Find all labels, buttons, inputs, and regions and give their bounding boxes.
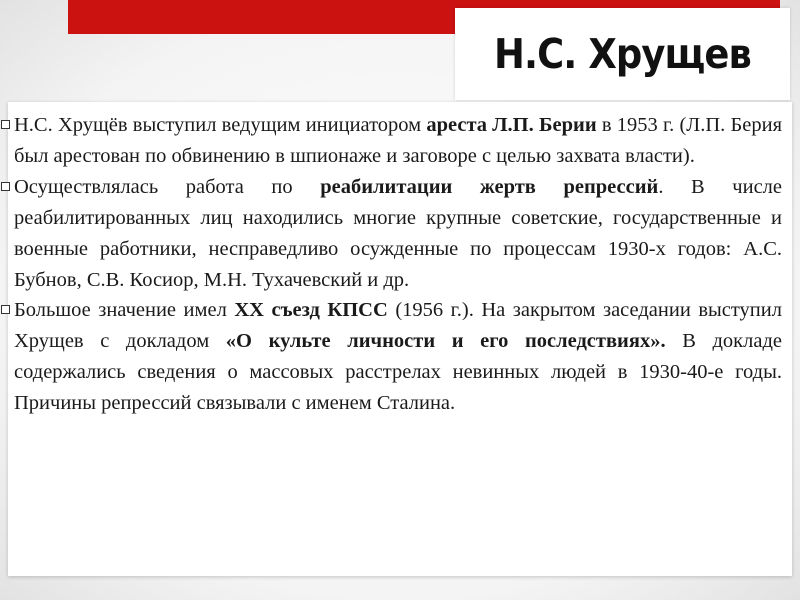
bullet-item-2 xyxy=(14,172,782,296)
bullet-2-text: Осуществлялась работа по xyxy=(14,175,321,198)
bullet-2-rest: . В числе реабилитированных лиц находились многие крупные советские, государственные и военные работники, несправедливо осужденные по процессам 1930-х годов: А.С. Бубнов, С.В. Косиор, М.Н. Тухачевский и др. xyxy=(14,175,783,291)
square-bullet-icon xyxy=(1,182,10,191)
bullet-item-1 xyxy=(14,110,782,172)
slide-title: Н.С. Хрущев xyxy=(493,30,752,78)
bullet-1-rest: в 1953 г. (Л.П. Берия был арестован по обвинению в шпионаже и заговоре с целью захвата власти). xyxy=(14,114,783,167)
bullet-3-mid: (1956 г.). На закрытом заседании выступил Хрущев с докладом xyxy=(14,299,782,353)
bullet-1-text: Н.С. Хрущёв выступил ведущим инициатором xyxy=(14,114,427,136)
bullet-item-3 xyxy=(14,295,782,419)
bullet-1-bold-2: Берии xyxy=(538,114,597,136)
title-box xyxy=(455,8,790,100)
bullet-2-bold: реабилитации жертв репрессий xyxy=(320,175,659,198)
bullet-list xyxy=(14,110,782,419)
bullet-3-rest: В докладе содержались сведения о массовых расстрелах невинных людей в 1930-40-е годы. Причины репрессий связывали с именем Сталина. xyxy=(14,330,783,415)
bullet-3-text: Большое значение имел xyxy=(14,299,235,322)
bullet-1-bold: ареста Л.П. xyxy=(426,114,534,136)
square-bullet-icon xyxy=(1,120,10,129)
bullet-3-bold: XX съезд КПСС xyxy=(234,299,388,322)
bullet-3-bold-2: «О культе личности и его последствиях». xyxy=(225,330,666,353)
square-bullet-icon xyxy=(1,305,10,314)
